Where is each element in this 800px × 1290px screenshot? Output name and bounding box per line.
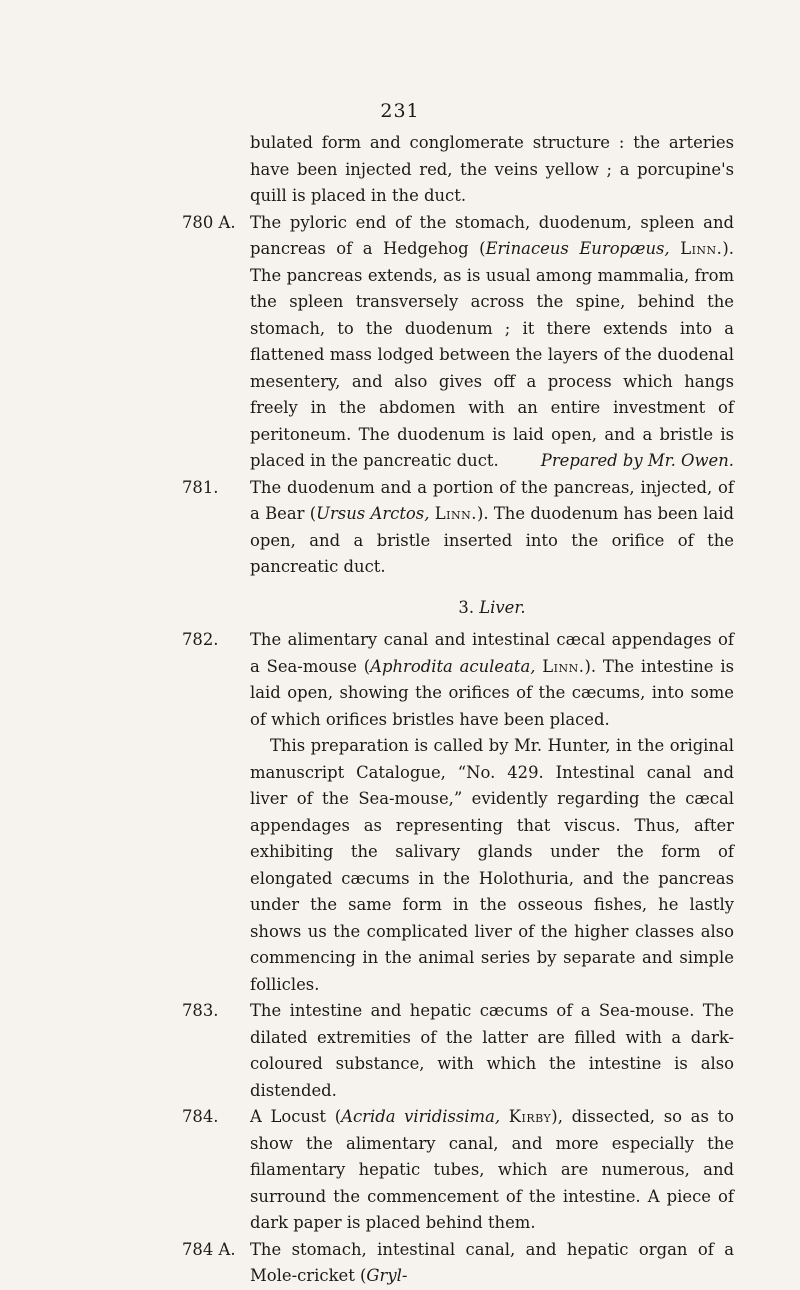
entry-784 [182, 1104, 734, 1237]
species-name: Acrida viridissima, [341, 1107, 501, 1126]
entry-text: The alimentary canal and intestinal cæcal appendages of a Sea-mouse (Aphrodita aculeata, Linn.). The intestine is laid open, showing the orifices of the cæcums, into some of which orifices bristles have been placed. [250, 630, 734, 729]
species-name: Erinaceus Europæus, [485, 239, 670, 258]
species-name: Gryl- [366, 1266, 408, 1285]
continuation-text: bulated form and conglomerate structure : the arteries have been injected red, the veins yellow ; a porcupine's quill is placed in the duct. [250, 133, 734, 205]
entry-text: A Locust (Acrida viridissima, Kirby), dissected, so as to show the alimentary canal, and more especially the filamentary hepatic tubes, which are numerous, and surround the commencement of the intestine. A piece of dark paper is placed behind them. [250, 1107, 734, 1232]
entry-number: 781. [182, 477, 219, 497]
authority: Linn. [434, 504, 477, 523]
section-title: Liver. [479, 597, 526, 617]
authority: Kirby [508, 1107, 552, 1126]
entry-number: 784 A. [182, 1239, 236, 1259]
entry-781 [182, 475, 734, 581]
species-name: Aphrodita aculeata, [370, 656, 536, 676]
entry-780a [182, 210, 734, 475]
preparer-credit: Prepared by Mr. Owen. [540, 451, 734, 470]
entry-commentary: This preparation is called by Mr. Hunter, in the original manuscript Catalogue, “No. 429. Intestinal canal and liver of the Sea-mouse,” evidently regarding the cæcal appendages as representing that viscus. Thus, after exhibiting the salivary glands under the form of elongated cæcums in the Holothuria, and the pancreas under the same form in the osseous fishes, he lastly shows us the complicated liver of the higher classes also commencing in the animal series by separate and simple follicles. [250, 736, 734, 994]
entry-text: The pyloric end of the stomach, duodenum, spleen and pancreas of a Hedgehog (Erinaceus Europæus, Linn.). The pancreas extends, as is usual among mammalia, from the spleen transversely across the spine, behind the stomach, to the duodenum ; it there extends into a flattened mass lodged between the layers of the duodenal mesentery, and also gives off a process which hangs freely in the abdomen with an entire investment of peritoneum. The duodenum is laid open, and a bristle is placed in the pancreatic duct. Prepared by Mr. Owen. [250, 210, 734, 475]
entry-number: 782. [182, 630, 219, 649]
authority: Linn. [680, 239, 723, 258]
page-number: 231 [380, 100, 420, 122]
section-number: 3. [458, 597, 475, 617]
entry-782 [182, 627, 734, 998]
entry-text: The duodenum and a portion of the pancreas, injected, of a Bear (Ursus Arctos, Linn.). The duodenum has been laid open, and a bristle inserted into the orifice of the pancreatic duct. [250, 477, 734, 576]
entry-text: The intestine and hepatic cæcums of a Sea-mouse. The dilated extremities of the latter are filled with a dark-coloured substance, with which the intestine is also distended. [250, 1001, 734, 1100]
entry-784a [182, 1237, 734, 1290]
entry-number: 784. [182, 1107, 219, 1126]
entry-text: The stomach, intestinal canal, and hepatic organ of a Mole-cricket (Gryl- [250, 1239, 734, 1285]
section-heading [250, 595, 734, 622]
entry-number: 783. [182, 1001, 219, 1020]
entry-continuation [190, 130, 734, 210]
entry-number: 780 A. [182, 212, 236, 232]
entry-783 [182, 998, 734, 1104]
authority: Linn. [542, 656, 585, 676]
catalogue-entries [182, 130, 734, 1290]
species-name: Ursus Arctos, [316, 504, 430, 523]
